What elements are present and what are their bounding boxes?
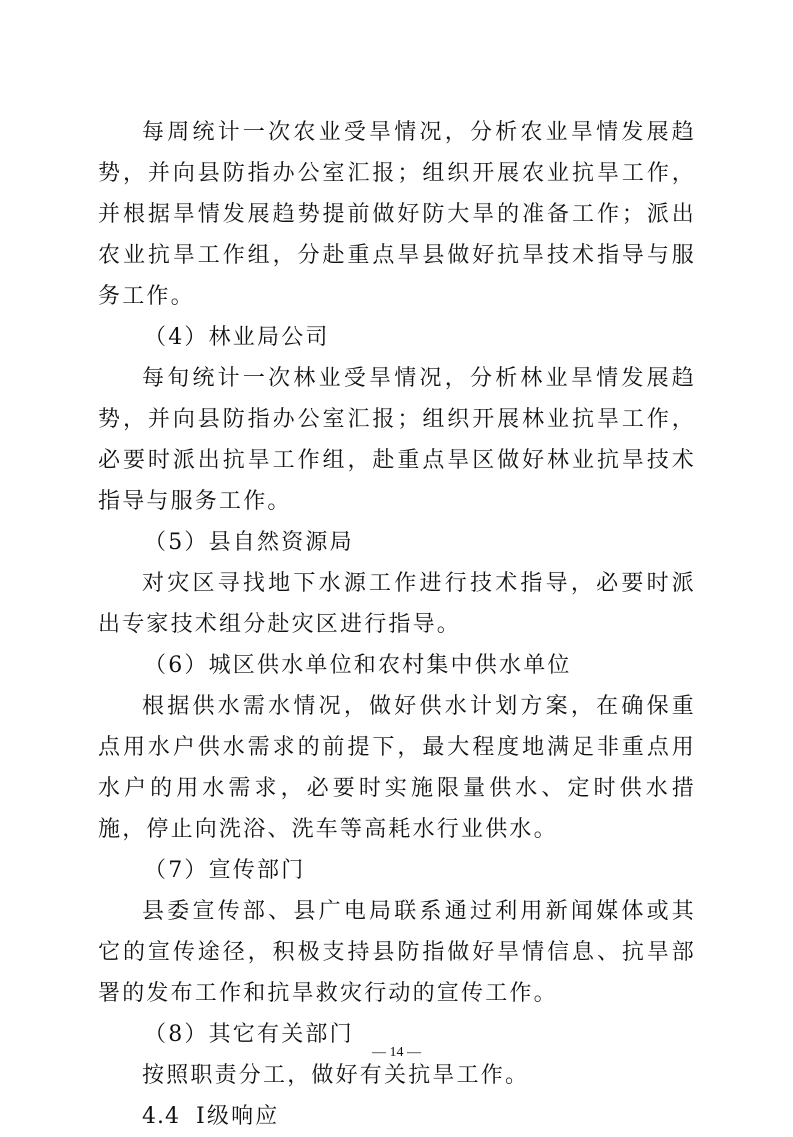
heading-forestry-bureau: （4）林业局公司 bbox=[144, 325, 330, 350]
paragraph-natural-resources-duties: 对灾区寻找地下水源工作进行技术指导，必要时派出专家技术组分赴灾区进行指导。 bbox=[98, 571, 696, 637]
section-number: 4.4 bbox=[142, 1104, 180, 1129]
paragraph-other-duties: 按照职责分工，做好有关抗旱工作。 bbox=[142, 1063, 530, 1088]
section-heading bbox=[98, 1096, 696, 1137]
heading-publicity-department: （7）宣传部门 bbox=[144, 858, 306, 883]
paragraph-agriculture-duties: 每周统计一次农业受旱情况，分析农业旱情发展趋势，并向县防指办公室汇报；组织开展农业抗旱工作，并根据旱情发展趋势提前做好防大旱的准备工作；派出农业抗旱工作组，分赴重点旱县做好抗旱技术指导与服务工作。 bbox=[98, 120, 696, 309]
heading-water-supply-units: （6）城区供水单位和农村集中供水单位 bbox=[144, 653, 572, 678]
document-body bbox=[98, 112, 696, 1137]
paragraph-water-supply-duties: 根据供水需水情况，做好供水计划方案，在确保重点用水户供水需求的前提下，最大程度地满足非重点用水户的用水需求，必要时实施限量供水、定时供水措施，停止向洗浴、洗车等高耗水行业供水。 bbox=[98, 694, 696, 842]
heading-natural-resources-bureau: （5）县自然资源局 bbox=[144, 530, 354, 555]
paragraph-forestry-duties: 每旬统计一次林业受旱情况，分析林业旱情发展趋势，并向县防指办公室汇报；组织开展林业抗旱工作，必要时派出抗旱工作组，赴重点旱区做好林业抗旱技术指导与服务工作。 bbox=[98, 366, 696, 514]
paragraph-publicity-duties: 县委宣传部、县广电局联系通过利用新闻媒体或其它的宣传途径，积极支持县防指做好旱情信息、抗旱部署的发布工作和抗旱救灾行动的宣传工作。 bbox=[98, 899, 696, 1006]
section-title: Ⅰ级响应 bbox=[196, 1104, 280, 1129]
heading-other-departments: （8）其它有关部门 bbox=[144, 1022, 354, 1047]
page-number: — 14 — bbox=[372, 1045, 421, 1060]
